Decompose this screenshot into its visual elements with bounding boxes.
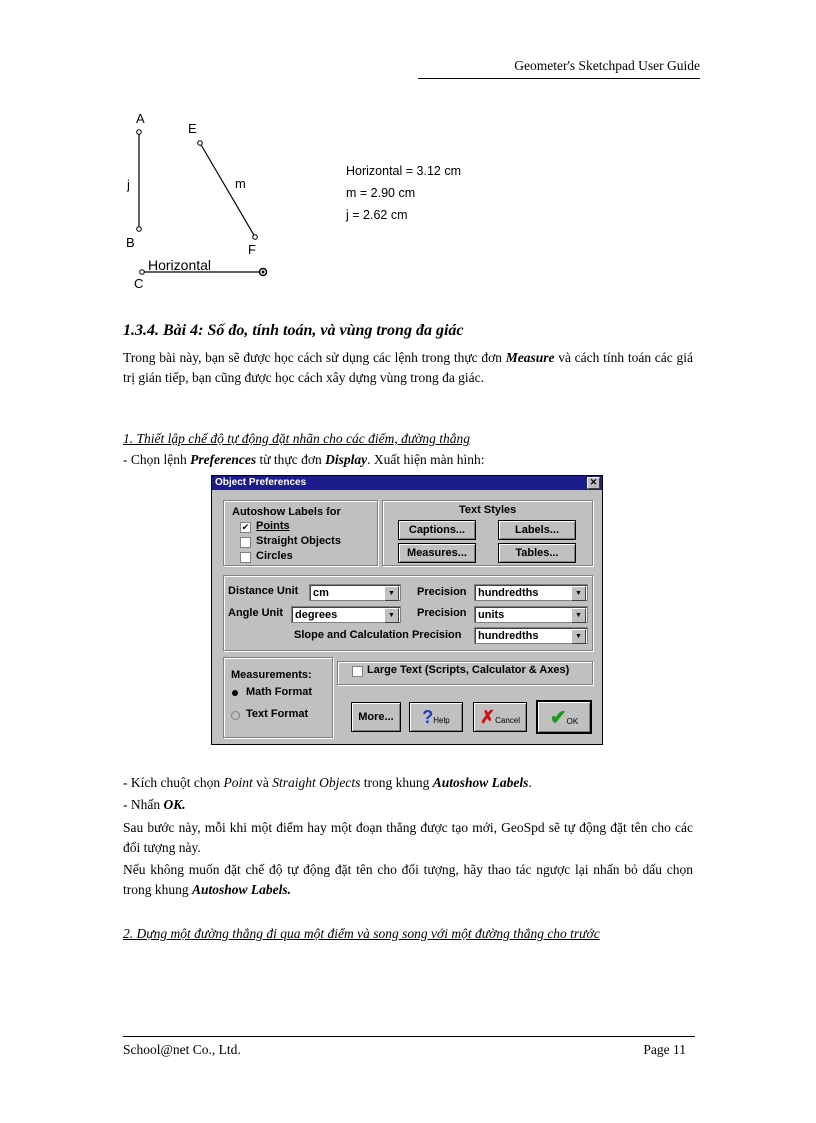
- chevron-down-icon: ▼: [571, 586, 586, 601]
- angle-precision-value: units: [478, 609, 505, 621]
- label-e: E: [188, 121, 197, 136]
- footer-company: School@net Co., Ltd.: [123, 1042, 241, 1057]
- step1-instruction: - Chọn lệnh Preferences từ thực đơn Display. Xuất hiện màn hình:: [123, 452, 485, 467]
- distance-precision-value: hundredths: [478, 587, 539, 599]
- straight-objects-label: Straight Objects: [256, 535, 341, 547]
- point-a: [137, 130, 142, 135]
- label-c: C: [134, 276, 144, 291]
- press-ok-instruction: - Nhấn OK.: [123, 797, 186, 812]
- point-c: [140, 270, 145, 275]
- points-label: Points: [256, 520, 290, 532]
- labels-button[interactable]: Labels...: [498, 520, 576, 540]
- cross-icon: ✗: [480, 707, 496, 727]
- ok-label: OK: [566, 717, 579, 726]
- distance-unit-label: Distance Unit: [228, 585, 299, 597]
- after-paragraph-2: Nếu không muốn đặt chế độ tự động đặt tên cho đối tượng, hãy thao tác ngược lại nhấn bỏ dấu chọn trong khung Autoshow Labels.: [123, 862, 693, 897]
- dialog-titlebar: [212, 476, 602, 490]
- autoshow-title: Autoshow Labels for: [232, 506, 341, 518]
- ok-button[interactable]: [536, 700, 592, 734]
- captions-button[interactable]: Captions...: [398, 520, 476, 540]
- measurement-j: j = 2.62 cm: [346, 208, 408, 222]
- step1-title: 1. Thiết lập chế độ tự động đặt nhãn cho các điểm, đường thẳng: [123, 431, 471, 446]
- segment-m: [200, 143, 255, 237]
- close-icon[interactable]: ✕: [587, 477, 600, 489]
- intro-paragraph: Trong bài này, bạn sẽ được học cách sử dụng các lệnh trong thực đơn Measure và cách tính toán các giá trị gián tiếp, bạn cũng được học cách xây dựng vùng trong đa giác.: [123, 350, 693, 385]
- distance-unit-select[interactable]: [309, 584, 401, 601]
- step2-title: 2. Dựng một đường thẳng đi qua một điểm và song song với một đường thẳng cho trước: [123, 926, 600, 941]
- section-heading: 1.3.4. Bài 4: Số đo, tính toán, và vùng trong đa giác: [123, 322, 464, 339]
- text-format-label: Text Format: [246, 708, 309, 720]
- large-text-checkbox[interactable]: [352, 666, 363, 677]
- slope-precision-select[interactable]: [474, 627, 588, 644]
- chevron-down-icon: ▼: [384, 608, 399, 623]
- math-format-label: Math Format: [246, 686, 312, 698]
- cancel-label: Cancel: [495, 716, 520, 725]
- slope-precision-value: hundredths: [478, 630, 539, 642]
- label-m: m: [235, 176, 246, 191]
- measurements-title: Measurements:: [231, 669, 312, 681]
- angle-unit-value: degrees: [295, 609, 338, 621]
- header-rule: [418, 78, 700, 79]
- point-b: [137, 227, 142, 232]
- footer-rule: [123, 1036, 695, 1037]
- angle-precision-select[interactable]: [474, 606, 588, 623]
- click-instruction: - Kích chuột chọn Point và Straight Objects trong khung Autoshow Labels.: [123, 775, 532, 790]
- text-styles-title: Text Styles: [459, 504, 517, 516]
- after-paragraph-1: Sau bước này, mỗi khi một điểm hay một đoạn thẳng được tạo mới, GeoSpd sẽ tự động đặt tên cho các đối tượng này.: [123, 820, 693, 855]
- cancel-button[interactable]: [473, 702, 527, 732]
- chevron-down-icon: ▼: [571, 608, 586, 623]
- point-e: [198, 141, 203, 146]
- help-button[interactable]: [409, 702, 463, 732]
- object-preferences-dialog: [211, 475, 603, 745]
- label-horizontal: Horizontal: [148, 257, 212, 273]
- angle-unit-label: Angle Unit: [228, 607, 283, 619]
- checkmark-icon: ✔: [549, 707, 567, 729]
- footer-page-number: Page 11: [643, 1042, 686, 1057]
- dialog-title: Object Preferences: [215, 477, 307, 488]
- angle-unit-select[interactable]: [291, 606, 401, 623]
- chevron-down-icon: ▼: [384, 586, 399, 601]
- point-f: [253, 235, 258, 240]
- question-icon: ?: [422, 707, 434, 727]
- slope-precision-label: Slope and Calculation Precision: [294, 629, 462, 641]
- text-format-radio[interactable]: [231, 711, 240, 720]
- points-checkbox[interactable]: ✔: [241, 522, 250, 532]
- chevron-down-icon: ▼: [571, 629, 586, 644]
- large-text-label: Large Text (Scripts, Calculator & Axes): [367, 664, 570, 676]
- help-label: Help: [433, 716, 450, 725]
- precision-label-2: Precision: [417, 607, 467, 619]
- page-header: Geometer's Sketchpad User Guide: [514, 58, 700, 73]
- label-j: j: [127, 177, 130, 192]
- distance-precision-select[interactable]: [474, 584, 588, 601]
- label-f: F: [248, 242, 256, 257]
- measures-button[interactable]: Measures...: [398, 543, 476, 563]
- tables-button[interactable]: Tables...: [498, 543, 576, 563]
- more-button[interactable]: More...: [351, 702, 401, 732]
- label-b: B: [126, 235, 135, 250]
- precision-label-1: Precision: [417, 586, 467, 598]
- circles-label: Circles: [256, 550, 293, 562]
- endpoint-dot: [262, 271, 265, 274]
- measurement-m: m = 2.90 cm: [346, 186, 416, 200]
- straight-objects-checkbox[interactable]: [240, 537, 251, 548]
- math-format-radio[interactable]: [232, 690, 238, 696]
- circles-checkbox[interactable]: [240, 552, 251, 563]
- distance-unit-value: cm: [313, 587, 329, 599]
- label-a: A: [136, 111, 145, 126]
- measurement-horizontal: Horizontal = 3.12 cm: [346, 164, 461, 178]
